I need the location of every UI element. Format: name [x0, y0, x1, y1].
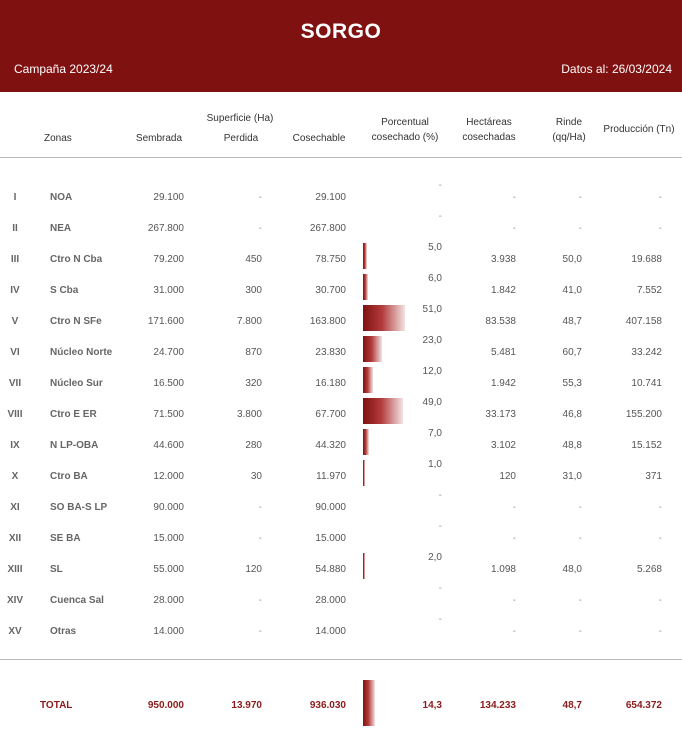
row-perdida: 450: [245, 254, 262, 265]
row-percent: 6,0: [428, 273, 442, 284]
row-produccion: -: [658, 192, 662, 203]
row-rinde: -: [578, 595, 582, 606]
percent-bar: [363, 460, 365, 486]
col-header-superficie: Superficie (Ha): [206, 113, 274, 124]
row-cosechable: 23.830: [315, 347, 346, 358]
col-header-produccion: Producción (Tn): [603, 124, 675, 135]
row-rinde: -: [578, 223, 582, 234]
row-produccion: -: [658, 223, 662, 234]
row-zone: SE BA: [50, 533, 81, 544]
row-sembrada: 31.000: [153, 285, 184, 296]
table-row: [0, 397, 682, 424]
row-sembrada: 14.000: [153, 626, 184, 637]
table-row: [0, 242, 682, 269]
row-cosechable: 28.000: [315, 595, 346, 606]
row-percent: -: [438, 211, 442, 222]
row-hectareas: 33.173: [485, 409, 516, 420]
percent-bar: [363, 367, 373, 393]
row-produccion: -: [658, 626, 662, 637]
row-hectareas: 3.938: [490, 254, 516, 265]
total-perdida: 13.970: [231, 700, 262, 711]
row-cosechable: 90.000: [315, 502, 346, 513]
row-perdida: 7.800: [236, 316, 262, 327]
total-hectareas: 134.233: [479, 700, 516, 711]
row-cosechable: 15.000: [315, 533, 346, 544]
table-row: [0, 366, 682, 393]
total-divider: [0, 659, 682, 660]
row-percent: -: [438, 614, 442, 625]
row-produccion: 33.242: [631, 347, 662, 358]
row-hectareas: 5.481: [490, 347, 516, 358]
row-zone: SO BA-S LP: [50, 502, 108, 513]
row-zone: Otras: [50, 626, 77, 637]
row-hectareas: 1.098: [490, 564, 516, 575]
row-perdida: -: [258, 626, 262, 637]
row-hectareas: 3.102: [490, 440, 516, 451]
row-perdida: 30: [250, 471, 262, 482]
row-hectareas: 1.942: [490, 378, 516, 389]
row-produccion: 7.552: [636, 285, 662, 296]
row-number: IV: [10, 285, 20, 296]
row-rinde: -: [578, 192, 582, 203]
row-produccion: 371: [645, 471, 662, 482]
row-number: XIV: [6, 595, 24, 606]
page-title: SORGO: [300, 20, 382, 43]
table-row: [0, 335, 682, 362]
row-hectareas: -: [512, 502, 516, 513]
row-percent: -: [438, 490, 442, 501]
percent-bar: [363, 274, 368, 300]
col-header-sembrada: Sembrada: [135, 133, 183, 144]
col-header-hectareas-line2: cosechadas: [462, 132, 516, 143]
percent-bar: [363, 429, 369, 455]
row-produccion: -: [658, 502, 662, 513]
row-produccion: 15.152: [631, 440, 662, 451]
header-divider: [0, 157, 682, 158]
row-zone: NEA: [50, 223, 72, 234]
row-hectareas: 83.538: [485, 316, 516, 327]
row-percent: -: [438, 180, 442, 191]
row-rinde: 31,0: [562, 471, 582, 482]
row-sembrada: 15.000: [153, 533, 184, 544]
row-number: IX: [10, 440, 20, 451]
row-rinde: -: [578, 533, 582, 544]
row-percent: -: [438, 521, 442, 532]
row-sembrada: 24.700: [153, 347, 184, 358]
row-zone: NOA: [50, 192, 73, 203]
row-hectareas: -: [512, 223, 516, 234]
row-zone: Ctro E ER: [50, 409, 97, 420]
row-perdida: -: [258, 223, 262, 234]
col-header-rinde: [544, 115, 594, 145]
row-produccion: 407.158: [625, 316, 662, 327]
row-zone: Ctro BA: [50, 471, 88, 482]
row-cosechable: 267.800: [309, 223, 346, 234]
row-rinde: 48,7: [562, 316, 582, 327]
campaign-label: Campaña 2023/24: [14, 62, 113, 76]
row-cosechable: 30.700: [315, 285, 346, 296]
row-perdida: -: [258, 192, 262, 203]
row-hectareas: -: [512, 192, 516, 203]
total-percent-bar: [363, 680, 375, 726]
row-sembrada: 79.200: [153, 254, 184, 265]
row-percent: 49,0: [422, 397, 442, 408]
total-sembrada: 950.000: [147, 700, 184, 711]
total-rinde: 48,7: [562, 700, 582, 711]
row-hectareas: 120: [499, 471, 516, 482]
total-row: [0, 684, 682, 724]
row-number: X: [11, 471, 19, 482]
row-number: XIII: [7, 564, 23, 575]
row-perdida: 870: [245, 347, 262, 358]
col-header-perdida: Perdida: [223, 133, 259, 144]
row-cosechable: 54.880: [315, 564, 346, 575]
row-perdida: -: [258, 595, 262, 606]
row-sembrada: 55.000: [153, 564, 184, 575]
row-sembrada: 90.000: [153, 502, 184, 513]
row-cosechable: 16.180: [315, 378, 346, 389]
row-sembrada: 28.000: [153, 595, 184, 606]
row-rinde: 50,0: [562, 254, 582, 265]
row-sembrada: 16.500: [153, 378, 184, 389]
row-zone: Núcleo Sur: [50, 378, 103, 389]
table-row: [0, 521, 682, 548]
report-header: [0, 0, 682, 92]
row-percent: 23,0: [422, 335, 442, 346]
row-cosechable: 163.800: [309, 316, 346, 327]
row-percent: 5,0: [428, 242, 442, 253]
row-hectareas: -: [512, 626, 516, 637]
row-perdida: 300: [245, 285, 262, 296]
row-rinde: -: [578, 626, 582, 637]
table-row: [0, 459, 682, 486]
row-cosechable: 67.700: [315, 409, 346, 420]
col-header-rinde-line1: Rinde: [555, 117, 583, 128]
row-rinde: 48,8: [562, 440, 582, 451]
row-produccion: -: [658, 533, 662, 544]
row-perdida: 320: [245, 378, 262, 389]
row-number: II: [12, 223, 18, 234]
percent-bar: [363, 553, 365, 579]
row-hectareas: -: [512, 595, 516, 606]
row-rinde: 46,8: [562, 409, 582, 420]
row-cosechable: 44.320: [315, 440, 346, 451]
row-cosechable: 14.000: [315, 626, 346, 637]
table-row: [0, 428, 682, 455]
row-percent: 2,0: [428, 552, 442, 563]
row-perdida: 280: [245, 440, 262, 451]
table-row: [0, 490, 682, 517]
row-number: XV: [8, 626, 22, 637]
table-row: [0, 180, 682, 207]
row-number: VII: [8, 378, 22, 389]
total-produccion: 654.372: [625, 700, 662, 711]
row-sembrada: 12.000: [153, 471, 184, 482]
row-produccion: 5.268: [636, 564, 662, 575]
row-hectareas: -: [512, 533, 516, 544]
row-perdida: 3.800: [236, 409, 262, 420]
row-sembrada: 71.500: [153, 409, 184, 420]
row-number: III: [10, 254, 20, 265]
row-sembrada: 29.100: [153, 192, 184, 203]
row-perdida: 120: [245, 564, 262, 575]
data-date-label: Datos al: 26/03/2024: [561, 62, 672, 76]
row-percent: 51,0: [422, 304, 442, 315]
col-header-hectareas: [452, 115, 526, 145]
row-number: V: [11, 316, 19, 327]
row-sembrada: 171.600: [147, 316, 184, 327]
total-label: TOTAL: [40, 700, 73, 711]
table-row: [0, 614, 682, 641]
row-percent: -: [438, 583, 442, 594]
col-header-rinde-line2: (qq/Ha): [552, 132, 586, 143]
col-header-cosechable: Cosechable: [292, 133, 346, 144]
row-hectareas: 1.842: [490, 285, 516, 296]
row-produccion: 10.741: [631, 378, 662, 389]
row-produccion: 155.200: [625, 409, 662, 420]
col-header-hectareas-line1: Hectáreas: [466, 117, 512, 128]
row-rinde: 41,0: [562, 285, 582, 296]
row-percent: 12,0: [422, 366, 442, 377]
row-percent: 7,0: [428, 428, 442, 439]
row-rinde: 48,0: [562, 564, 582, 575]
row-perdida: -: [258, 533, 262, 544]
row-perdida: -: [258, 502, 262, 513]
row-number: XI: [10, 502, 20, 513]
row-percent: 1,0: [428, 459, 442, 470]
row-produccion: -: [658, 595, 662, 606]
row-number: VIII: [7, 409, 23, 420]
row-number: I: [13, 192, 17, 203]
total-cosechable: 936.030: [309, 700, 346, 711]
col-header-zonas: Zonas: [44, 133, 72, 144]
row-zone: N LP-OBA: [50, 440, 99, 451]
table-row: [0, 304, 682, 331]
row-zone: Ctro N SFe: [50, 316, 102, 327]
row-cosechable: 78.750: [315, 254, 346, 265]
col-header-porcentual-line1: Porcentual: [381, 117, 429, 128]
col-header-porcentual-line2: cosechado (%): [371, 132, 439, 143]
row-rinde: -: [578, 502, 582, 513]
total-percent: 14,3: [422, 700, 442, 711]
row-zone: SL: [50, 564, 63, 575]
row-zone: Cuenca Sal: [50, 595, 104, 606]
col-header-porcentual: [366, 115, 444, 145]
table-row: [0, 552, 682, 579]
row-number: VI: [10, 347, 20, 358]
percent-bar: [363, 243, 367, 269]
row-number: XII: [8, 533, 22, 544]
row-zone: Ctro N Cba: [50, 254, 103, 265]
row-cosechable: 29.100: [315, 192, 346, 203]
row-rinde: 55,3: [562, 378, 582, 389]
row-sembrada: 267.800: [147, 223, 184, 234]
row-rinde: 60,7: [562, 347, 582, 358]
table-row: [0, 211, 682, 238]
row-sembrada: 44.600: [153, 440, 184, 451]
table-row: [0, 583, 682, 610]
row-zone: Núcleo Norte: [50, 347, 113, 358]
row-zone: S Cba: [50, 285, 79, 296]
row-produccion: 19.688: [631, 254, 662, 265]
table-row: [0, 273, 682, 300]
row-cosechable: 11.970: [316, 471, 346, 482]
